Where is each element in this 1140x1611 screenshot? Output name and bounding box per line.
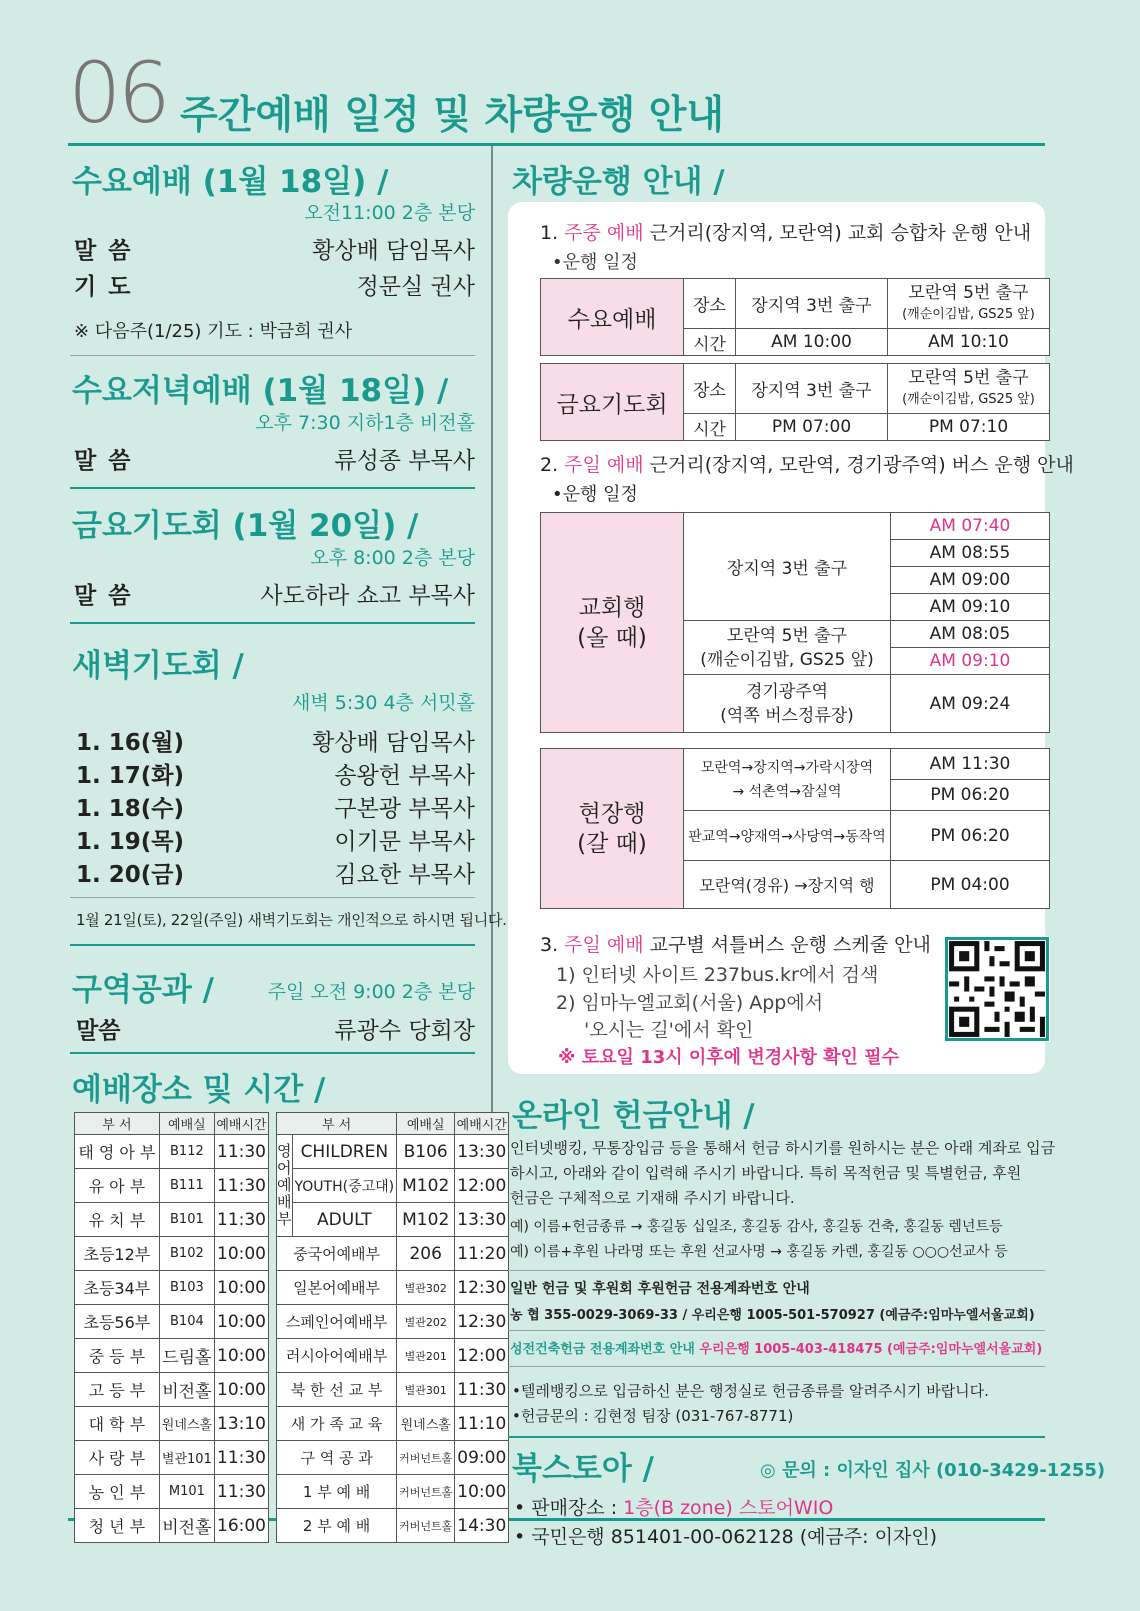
venue-room: 원네스홀 bbox=[397, 1407, 455, 1441]
venue-row bbox=[75, 1373, 269, 1407]
venue-room: M101 bbox=[159, 1475, 214, 1509]
venue-row bbox=[75, 1169, 269, 1203]
venue-room: M102 bbox=[397, 1203, 455, 1237]
venue-room: 커버넌트홀 bbox=[397, 1509, 455, 1543]
divider bbox=[508, 1270, 1045, 1271]
shuttle-step-3: '오시는 길'에서 확인 bbox=[584, 1019, 754, 1041]
shuttle-step-2: 2) 임마누엘교회(서울) App에서 bbox=[556, 992, 824, 1014]
venue-room: 커버넌트홀 bbox=[397, 1441, 455, 1475]
divider bbox=[508, 1436, 1045, 1438]
account-info: 농 협 355-0029-3069-33 / 우리은행 1005-501-570927 (예금주:임마누엘서울교회) bbox=[510, 1308, 1035, 1323]
time-2: AM 10:10 bbox=[888, 329, 1050, 356]
online-note-1: •텔레뱅킹으로 입금하신 분은 행정실로 헌금종류를 알려주시기 바랍니다. bbox=[512, 1382, 989, 1400]
fri-bus-name: 금요기도회 bbox=[541, 364, 684, 441]
schedule-label: •운행 일정 bbox=[552, 252, 638, 273]
venue-dept: 초등34부 bbox=[75, 1271, 160, 1305]
venue-room: B111 bbox=[159, 1169, 214, 1203]
back-name-1: 현장행 bbox=[578, 800, 646, 827]
wed-bus-name: 수요예배 bbox=[541, 279, 684, 356]
stop-2-name: 모란역 5번 출구 bbox=[908, 367, 1029, 388]
go-name bbox=[541, 513, 684, 733]
venue-time: 10:00 bbox=[215, 1237, 269, 1271]
bible-label: 말씀 bbox=[76, 1018, 121, 1044]
building-account-number: 우리은행 1005-403-418475 (예금주:임마누엘서울교회) bbox=[699, 1342, 1043, 1357]
page-number: 06 bbox=[68, 44, 167, 142]
schedule-label: •운행 일정 bbox=[552, 484, 638, 505]
col-room: 예배실 bbox=[397, 1113, 455, 1135]
venue-dept: 북 한 선 교 부 bbox=[277, 1373, 397, 1407]
venue-time: 12:30 bbox=[455, 1271, 509, 1305]
venue-time: 13:30 bbox=[455, 1203, 509, 1237]
divider bbox=[70, 897, 475, 898]
venue-dept: 일본어예배부 bbox=[277, 1271, 397, 1305]
venue-time: 11:20 bbox=[455, 1237, 509, 1271]
item-number: 3. bbox=[540, 934, 565, 956]
venue-time: 12:00 bbox=[455, 1169, 509, 1203]
online-p1: 인터넷뱅킹, 무통장입금 등을 통해서 헌금 하시기를 원하시는 분은 아래 계좌로 입금 bbox=[510, 1139, 1056, 1157]
back-time: AM 11:30 bbox=[891, 749, 1050, 780]
go-time: AM 09:10 bbox=[891, 648, 1050, 675]
venue-room: 별관101 bbox=[159, 1441, 214, 1475]
venue-dept: 1 부 예 배 bbox=[277, 1475, 397, 1509]
go-time: AM 08:55 bbox=[891, 540, 1050, 567]
dawn-name-2: 송왕헌 부목사 bbox=[334, 763, 475, 789]
col-time: 예배시간 bbox=[455, 1113, 509, 1135]
venue-room: B103 bbox=[159, 1271, 214, 1305]
venue-row bbox=[75, 1339, 269, 1373]
divider bbox=[508, 1366, 1045, 1367]
venue-row bbox=[277, 1475, 509, 1509]
time-1: AM 10:00 bbox=[736, 329, 888, 356]
dawn-name-1: 황상배 담임목사 bbox=[312, 730, 475, 756]
item-highlight: 주일 예배 bbox=[564, 454, 644, 476]
venue-row bbox=[277, 1237, 509, 1271]
stop-2 bbox=[888, 364, 1050, 414]
venue-dept: 러시아어예배부 bbox=[277, 1339, 397, 1373]
venue-room: 드림홀 bbox=[159, 1339, 214, 1373]
back-route-2: 판교역→양재역→사당역→동작역 bbox=[684, 811, 891, 861]
dawn-time: 새벽 5:30 4층 서밋홀 bbox=[292, 692, 475, 714]
venue-title: 예배장소 및 시간 / bbox=[72, 1072, 326, 1108]
fri-bus-table bbox=[540, 363, 1050, 441]
go-stop-3-sub: (역쪽 버스정류장) bbox=[720, 705, 854, 726]
venue-room: B104 bbox=[159, 1305, 214, 1339]
go-time: AM 09:10 bbox=[891, 594, 1050, 621]
venue-row bbox=[277, 1339, 509, 1373]
divider bbox=[70, 1052, 475, 1054]
back-time: PM 04:00 bbox=[891, 861, 1050, 909]
venue-table-right bbox=[276, 1112, 509, 1543]
dawn-name-4: 이기문 부목사 bbox=[334, 829, 475, 855]
col-time: 예배시간 bbox=[215, 1113, 269, 1135]
venue-time: 11:30 bbox=[215, 1441, 269, 1475]
venue-time: 14:30 bbox=[455, 1509, 509, 1543]
venue-dept: 대 학 부 bbox=[75, 1407, 160, 1441]
go-stop-2-sub: (깨순이김밥, GS25 앞) bbox=[700, 649, 874, 670]
stop-2-name: 모란역 5번 출구 bbox=[908, 282, 1029, 303]
page-title: 주간예배 일정 및 차량운행 안내 bbox=[180, 93, 725, 138]
dawn-date-1: 1. 16(월) bbox=[76, 730, 184, 756]
book-place: 1층(B zone) 스토어WIO bbox=[623, 1497, 834, 1519]
book-title: 북스토아 / bbox=[512, 1451, 654, 1487]
venue-time: 12:00 bbox=[455, 1339, 509, 1373]
venue-room: B112 bbox=[159, 1135, 214, 1169]
venue-dept: 초등12부 bbox=[75, 1237, 160, 1271]
shuttle-warning: ※ 토요일 13시 이후에 변경사항 확인 필수 bbox=[558, 1047, 899, 1068]
online-note-2: •헌금문의 : 김현정 팀장 (031-767-8771) bbox=[512, 1407, 794, 1425]
venue-dept: 사 랑 부 bbox=[75, 1441, 160, 1475]
venue-dept: 고 등 부 bbox=[75, 1373, 160, 1407]
go-stop-2-name: 모란역 5번 출구 bbox=[726, 625, 848, 646]
venue-time: 10:00 bbox=[215, 1373, 269, 1407]
item-text: 근거리(장지역, 모란역, 경기광주역) 버스 운행 안내 bbox=[643, 454, 1074, 476]
venue-time: 12:30 bbox=[455, 1305, 509, 1339]
venue-dept: 농 인 부 bbox=[75, 1475, 160, 1509]
english-group-label: 영어예배부 bbox=[277, 1142, 292, 1228]
venue-time: 11:30 bbox=[455, 1373, 509, 1407]
vehicle-title: 차량운행 안내 / bbox=[512, 164, 725, 200]
venue-dept: 유 치 부 bbox=[75, 1203, 160, 1237]
dawn-date-5: 1. 20(금) bbox=[76, 862, 184, 888]
online-p3: 헌금은 구체적으로 기재해 주시기 바랍니다. bbox=[510, 1189, 795, 1207]
back-name-2: (갈 때) bbox=[577, 830, 647, 857]
online-ex1: 예) 이름+헌금종류 → 홍길동 십일조, 홍길동 감사, 홍길동 건축, 홍길동 렘넌트등 bbox=[510, 1219, 1003, 1235]
bible-time: 주일 오전 9:00 2층 본당 bbox=[267, 981, 475, 1003]
venue-dept: 유 아 부 bbox=[75, 1169, 160, 1203]
fri-name: 사도하라 쇼고 부목사 bbox=[260, 583, 475, 609]
venue-dept: ADULT bbox=[292, 1203, 397, 1237]
wed-eve-title: 수요저녁예배 (1월 18일) / bbox=[72, 373, 449, 409]
fri-time: 오후 8:00 2층 본당 bbox=[310, 547, 475, 569]
wed-name-2: 정문실 권사 bbox=[356, 274, 475, 300]
venue-time: 11:30 bbox=[215, 1169, 269, 1203]
venue-room: 별관201 bbox=[397, 1339, 455, 1373]
venue-room: M102 bbox=[397, 1169, 455, 1203]
fri-title: 금요기도회 (1월 20일) / bbox=[72, 508, 419, 544]
wed-name-1: 황상배 담임목사 bbox=[312, 238, 475, 264]
vehicle-item-2 bbox=[540, 450, 1074, 477]
stop-2-sub: (깨순이김밥, GS25 앞) bbox=[902, 391, 1035, 407]
venue-room: 별관302 bbox=[397, 1271, 455, 1305]
back-name bbox=[541, 749, 684, 909]
wed-label-2: 기 도 bbox=[74, 274, 133, 300]
back-bus-table bbox=[540, 748, 1050, 909]
wed-label-1: 말 씀 bbox=[74, 238, 133, 264]
back-time: PM 06:20 bbox=[891, 811, 1050, 861]
time-label: 시간 bbox=[684, 414, 736, 441]
venue-room: 별관301 bbox=[397, 1373, 455, 1407]
venue-row bbox=[277, 1271, 509, 1305]
account-title: 일반 헌금 및 후원회 후원헌금 전용계좌번호 안내 bbox=[510, 1281, 810, 1297]
venue-dept: 태 영 아 부 bbox=[75, 1135, 160, 1169]
go-time: AM 08:05 bbox=[891, 621, 1050, 648]
book-line-2: • 국민은행 851401-00-062128 (예금주: 이자인) bbox=[514, 1526, 938, 1548]
back-route-1a: 모란역→장지역→가락시장역 bbox=[700, 759, 874, 776]
stop-2-sub: (깨순이김밥, GS25 앞) bbox=[902, 306, 1035, 322]
building-account-label: 성전건축헌금 전용계좌번호 안내 bbox=[510, 1342, 700, 1357]
venue-room: 206 bbox=[397, 1237, 455, 1271]
stop-1: 장지역 3번 출구 bbox=[736, 279, 888, 329]
wed-note: ※ 다음주(1/25) 기도 : 박금희 권사 bbox=[74, 321, 353, 342]
go-time: AM 07:40 bbox=[891, 513, 1050, 540]
stop-2 bbox=[888, 279, 1050, 329]
go-stop-3 bbox=[684, 675, 891, 733]
venue-row bbox=[75, 1135, 269, 1169]
wed-title: 수요예배 (1월 18일) / bbox=[72, 164, 389, 200]
vehicle-item-1 bbox=[540, 218, 1031, 245]
venue-room: 비전홀 bbox=[159, 1509, 214, 1543]
venue-row bbox=[75, 1237, 269, 1271]
go-stop-1: 장지역 3번 출구 bbox=[684, 513, 891, 621]
item-text: 교구별 셔틀버스 운행 스케줄 안내 bbox=[643, 934, 931, 956]
venue-time: 13:10 bbox=[215, 1407, 269, 1441]
stop-1: 장지역 3번 출구 bbox=[736, 364, 888, 414]
divider bbox=[508, 1330, 1045, 1331]
venue-row bbox=[277, 1407, 509, 1441]
place-label: 장소 bbox=[684, 364, 736, 414]
venue-dept: 스페인어예배부 bbox=[277, 1305, 397, 1339]
venue-row bbox=[75, 1271, 269, 1305]
online-ex2: 예) 이름+후원 나라명 또는 후원 선교사명 → 홍길동 카렌, 홍길동 ○○○선교사 등 bbox=[510, 1244, 1008, 1260]
venue-row bbox=[277, 1305, 509, 1339]
item-highlight: 주일 예배 bbox=[564, 934, 644, 956]
qr-code-icon bbox=[944, 936, 1050, 1042]
venue-time: 10:00 bbox=[455, 1475, 509, 1509]
col-dept: 부 서 bbox=[75, 1113, 160, 1135]
venue-dept: 구 역 공 과 bbox=[277, 1441, 397, 1475]
place-label: 장소 bbox=[684, 279, 736, 329]
go-stop-2 bbox=[684, 621, 891, 675]
venue-dept: CHILDREN bbox=[292, 1135, 397, 1169]
venue-time: 11:30 bbox=[215, 1203, 269, 1237]
book-line-1 bbox=[514, 1493, 833, 1520]
item-text: 근거리(장지역, 모란역) 교회 승합차 운행 안내 bbox=[643, 222, 1032, 244]
venue-room: 원네스홀 bbox=[159, 1407, 214, 1441]
venue-room: B106 bbox=[397, 1135, 455, 1169]
go-time: AM 09:00 bbox=[891, 567, 1050, 594]
divider bbox=[70, 944, 475, 946]
item-highlight: 주중 예배 bbox=[564, 222, 644, 244]
go-stop-3-name: 경기광주역 bbox=[745, 681, 829, 702]
venue-row bbox=[277, 1373, 509, 1407]
wed-eve-time: 오후 7:30 지하1층 비전홀 bbox=[255, 412, 475, 434]
venue-row bbox=[75, 1475, 269, 1509]
col-room: 예배실 bbox=[159, 1113, 214, 1135]
venue-row bbox=[75, 1441, 269, 1475]
venue-dept: 청 년 부 bbox=[75, 1509, 160, 1543]
wed-eve-name: 류성종 부목사 bbox=[334, 448, 475, 474]
venue-room: 비전홀 bbox=[159, 1373, 214, 1407]
back-route-3: 모란역(경유) →장지역 행 bbox=[684, 861, 891, 909]
dawn-note: 1월 21일(토), 22일(주일) 새벽기도회는 개인적으로 하시면 됩니다. bbox=[76, 911, 507, 929]
vehicle-item-3 bbox=[540, 930, 931, 957]
venue-dept: 초등56부 bbox=[75, 1305, 160, 1339]
item-number: 1. bbox=[540, 222, 565, 244]
go-name-2: (올 때) bbox=[577, 624, 647, 651]
venue-room: 별관202 bbox=[397, 1305, 455, 1339]
wed-bus-table bbox=[540, 278, 1050, 356]
venue-time: 11:30 bbox=[215, 1475, 269, 1509]
venue-time: 09:00 bbox=[455, 1441, 509, 1475]
venue-row bbox=[75, 1407, 269, 1441]
venue-room: B101 bbox=[159, 1203, 214, 1237]
go-name-1: 교회행 bbox=[578, 594, 646, 621]
book-contact: ◎ 문의 : 이자인 집사 (010-3429-1255) bbox=[760, 1460, 1106, 1481]
venue-dept: 새 가 족 교 육 bbox=[277, 1407, 397, 1441]
venue-time: 10:00 bbox=[215, 1271, 269, 1305]
english-group bbox=[277, 1135, 293, 1237]
time-1: PM 07:00 bbox=[736, 414, 888, 441]
dawn-name-5: 김요한 부목사 bbox=[334, 862, 475, 888]
venue-row bbox=[75, 1203, 269, 1237]
venue-time: 13:30 bbox=[455, 1135, 509, 1169]
dawn-title: 새벽기도회 / bbox=[72, 648, 244, 684]
col-dept: 부 서 bbox=[277, 1113, 397, 1135]
venue-time: 11:10 bbox=[455, 1407, 509, 1441]
venue-dept: YOUTH(중고대) bbox=[292, 1169, 397, 1203]
venue-dept: 중국어예배부 bbox=[277, 1237, 397, 1271]
venue-time: 10:00 bbox=[215, 1339, 269, 1373]
venue-room: B102 bbox=[159, 1237, 214, 1271]
building-account bbox=[510, 1338, 1042, 1357]
dawn-date-3: 1. 18(수) bbox=[76, 796, 184, 822]
online-p2: 하시고, 아래와 같이 입력해 주시기 바랍니다. 특히 목적헌금 및 특별헌금, 후원 bbox=[510, 1164, 1022, 1182]
wed-eve-label: 말 씀 bbox=[74, 448, 133, 474]
venue-room: 커버넌트홀 bbox=[397, 1475, 455, 1509]
go-time: AM 09:24 bbox=[891, 675, 1050, 733]
shuttle-step-1: 1) 인터넷 사이트 237bus.kr에서 검색 bbox=[556, 964, 879, 986]
venue-row bbox=[277, 1441, 509, 1475]
fri-label: 말 씀 bbox=[74, 583, 133, 609]
venue-time: 11:30 bbox=[215, 1135, 269, 1169]
divider bbox=[70, 487, 475, 489]
time-2: PM 07:10 bbox=[888, 414, 1050, 441]
bible-title: 구역공과 / bbox=[72, 972, 214, 1008]
dawn-date-4: 1. 19(목) bbox=[76, 829, 184, 855]
venue-time: 16:00 bbox=[215, 1509, 269, 1543]
go-bus-table bbox=[540, 512, 1050, 733]
back-route-1b: → 석촌역→잠실역 bbox=[732, 783, 842, 800]
header-rule bbox=[68, 143, 1045, 146]
venue-row bbox=[277, 1509, 509, 1543]
venue-time: 10:00 bbox=[215, 1305, 269, 1339]
wed-time: 오전11:00 2층 본당 bbox=[304, 202, 475, 224]
venue-row bbox=[75, 1305, 269, 1339]
venue-dept: 중 등 부 bbox=[75, 1339, 160, 1373]
divider bbox=[70, 355, 475, 356]
back-time: PM 06:20 bbox=[891, 780, 1050, 811]
bible-name: 류광수 당회장 bbox=[334, 1018, 475, 1044]
online-title: 온라인 헌금안내 / bbox=[512, 1098, 755, 1134]
venue-row bbox=[75, 1509, 269, 1543]
dawn-date-2: 1. 17(화) bbox=[76, 763, 184, 789]
divider bbox=[70, 622, 475, 624]
dawn-name-3: 구본광 부목사 bbox=[334, 796, 475, 822]
book-place-label: • 판매장소 : bbox=[514, 1497, 624, 1519]
back-route-1 bbox=[684, 749, 891, 811]
item-number: 2. bbox=[540, 454, 565, 476]
venue-table-left bbox=[74, 1112, 269, 1543]
time-label: 시간 bbox=[684, 329, 736, 356]
venue-dept: 2 부 예 배 bbox=[277, 1509, 397, 1543]
